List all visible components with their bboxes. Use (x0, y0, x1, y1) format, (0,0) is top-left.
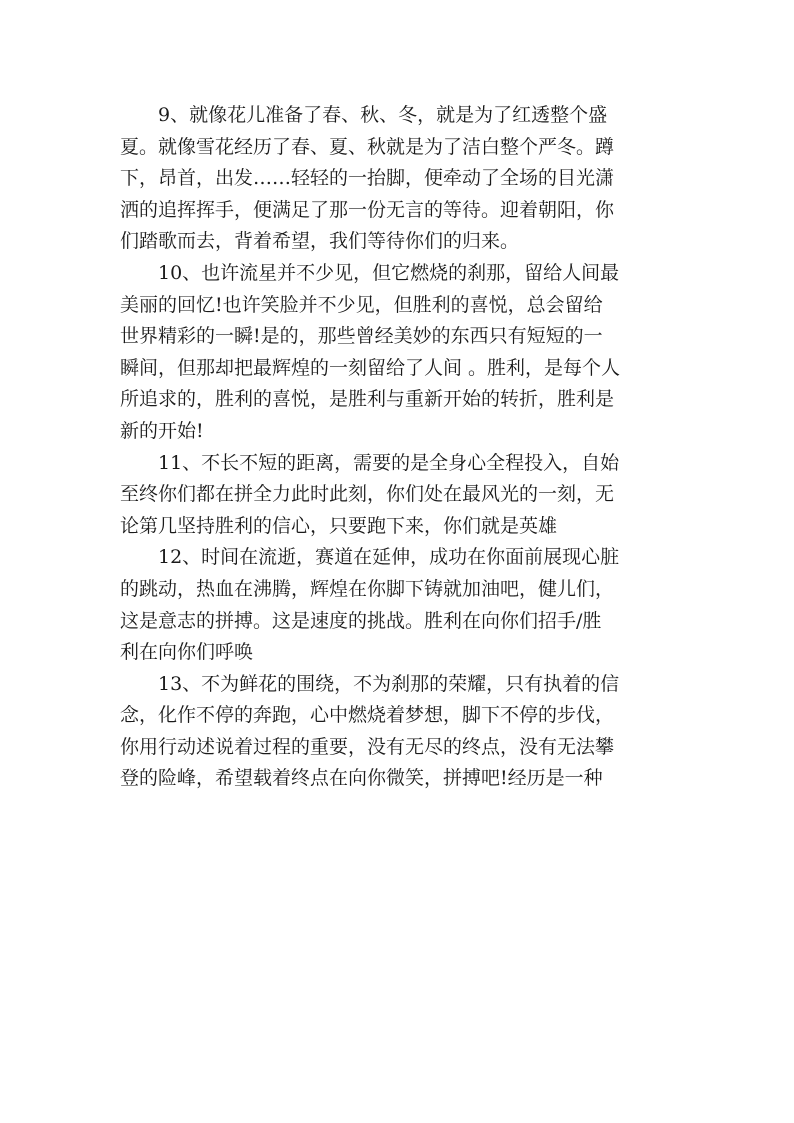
paragraph-12 (120, 542, 680, 668)
text-line: 利在向你们呼唤 (120, 641, 254, 664)
paragraph-9 (120, 100, 680, 258)
text-line: 这是意志的拼搏。这是速度的挑战。胜利在向你们招手/胜 (120, 609, 602, 632)
text-line: 至终你们都在拼全力此时此刻，你们处在最风光的一刻，无 (120, 483, 615, 506)
text-line: 登的险峰，希望载着终点在向你微笑，拼搏吧!经历是一种 (120, 767, 603, 790)
text-line: 洒的追挥挥手，便满足了那一份无言的等待。迎着朝阳，你 (120, 198, 615, 221)
paragraph-11 (120, 448, 680, 543)
text-line: 12、时间在流逝，赛道在延伸，成功在你面前展现心脏 (158, 546, 620, 569)
text-line: 念，化作不停的奔跑，心中燃烧着梦想，脚下不停的步伐， (120, 704, 615, 727)
paragraph-10 (120, 258, 680, 448)
text-line: 11、不长不短的距离，需要的是全身心全程投入，自始 (158, 451, 620, 474)
text-line: 新的开始! (120, 419, 204, 442)
text-line: 世界精彩的一瞬!是的，那些曾经美妙的东西只有短短的一 (120, 325, 603, 348)
text-line: 所追求的，胜利的喜悦，是胜利与重新开始的转折，胜利是 (120, 388, 615, 411)
text-line: 的跳动，热血在沸腾，辉煌在你脚下铸就加油吧，健儿们， (120, 577, 615, 600)
text-line: 瞬间，但那却把最辉煌的一刻留给了人间 。胜利，是每个人 (120, 356, 621, 379)
text-line: 下，昂首，出发……轻轻的一抬脚，便牵动了全场的目光潇 (120, 167, 615, 190)
text-line: 你用行动述说着过程的重要，没有无尽的终点，没有无法攀 (120, 735, 615, 758)
document-body (120, 100, 680, 795)
text-line: 夏。就像雪花经历了春、夏、秋就是为了洁白整个严冬。蹲 (120, 135, 615, 158)
text-line: 13、不为鲜花的围绕，不为刹那的荣耀，只有执着的信 (158, 672, 620, 695)
text-line: 10、也许流星并不少见，但它燃烧的刹那，留给人间最 (158, 261, 620, 284)
paragraph-13 (120, 669, 680, 795)
text-line: 9、就像花儿准备了春、秋、冬，就是为了红透整个盛 (158, 104, 608, 126)
text-line: 论第几坚持胜利的信心，只要跑下来，你们就是英雄 (120, 514, 558, 537)
text-line: 美丽的回忆!也许笑脸并不少见，但胜利的喜悦，总会留给 (120, 293, 603, 316)
text-line: 们踏歌而去，背着希望，我们等待你们的归来。 (120, 230, 520, 253)
